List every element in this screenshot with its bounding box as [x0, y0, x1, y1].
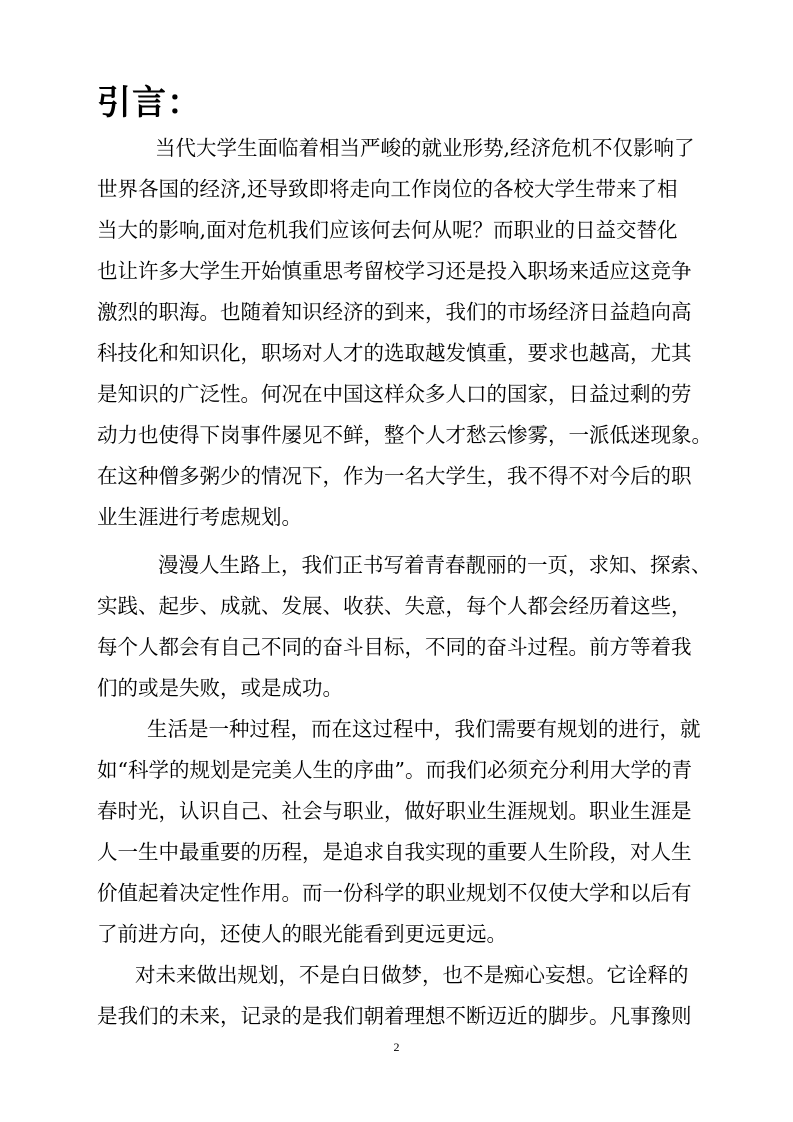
paragraph-line: 当代大学生面临着相当严峻的就业形势,经济危机不仅影响了	[155, 136, 695, 160]
paragraph-line: 业生涯进行考虑规划。	[97, 505, 302, 529]
paragraph-line: 们的或是失败，或是成功。	[97, 676, 343, 700]
paragraph-line: 实践、起步、成就、发展、收获、失意，每个人都会经历着这些，	[97, 594, 692, 618]
paragraph-line: 对未来做出规划，不是白日做梦，也不是痴心妄想。它诠释的	[135, 963, 689, 987]
paragraph-line: 春时光，认识自己、社会与职业，做好职业生涯规划。职业生涯是	[97, 799, 692, 823]
page-number: 2	[393, 1040, 400, 1054]
paragraph-line: 也让许多大学生开始慎重思考留校学习还是投入职场来适应这竞争	[97, 259, 692, 283]
paragraph-line: 每个人都会有自己不同的奋斗目标，不同的奋斗过程。前方等着我	[97, 635, 692, 659]
paragraph-line: 如“科学的规划是完美人生的序曲”。而我们必须充分利用大学的青	[97, 758, 692, 782]
paragraph-line: 世界各国的经济,还导致即将走向工作岗位的各校大学生带来了相	[97, 177, 678, 201]
paragraph-line: 当大的影响,面对危机我们应该何去何从呢？而职业的日益交替化	[97, 218, 678, 242]
paragraph-line: 动力也使得下岗事件屡见不鲜，整个人才愁云惨雾，一派低迷现象。	[97, 423, 712, 447]
paragraph-line: 是我们的未来，记录的是我们朝着理想不断迈近的脚步。凡事豫则	[97, 1004, 692, 1028]
paragraph-line: 是知识的广泛性。何况在中国这样众多人口的国家，日益过剩的劳	[97, 382, 692, 406]
paragraph-line: 激烈的职海。也随着知识经济的到来，我们的市场经济日益趋向高	[97, 300, 692, 324]
paragraph-line: 漫漫人生路上，我们正书写着青春靓丽的一页，求知、探索、	[158, 553, 712, 577]
paragraph-line: 价值起着决定性作用。而一份科学的职业规划不仅使大学和以后有	[97, 881, 692, 905]
paragraph-line: 人一生中最重要的历程，是追求自我实现的重要人生阶段，对人生	[97, 840, 692, 864]
paragraph-line: 在这种僧多粥少的情况下，作为一名大学生，我不得不对今后的职	[97, 464, 692, 488]
paragraph-line: 科技化和知识化，职场对人才的选取越发慎重，要求也越高，尤其	[97, 341, 692, 365]
paragraph-line: 了前进方向，还使人的眼光能看到更远更远。	[97, 922, 507, 946]
section-heading: 引言：	[97, 83, 202, 123]
paragraph-line: 生活是一种过程，而在这过程中，我们需要有规划的进行，就	[147, 717, 701, 741]
